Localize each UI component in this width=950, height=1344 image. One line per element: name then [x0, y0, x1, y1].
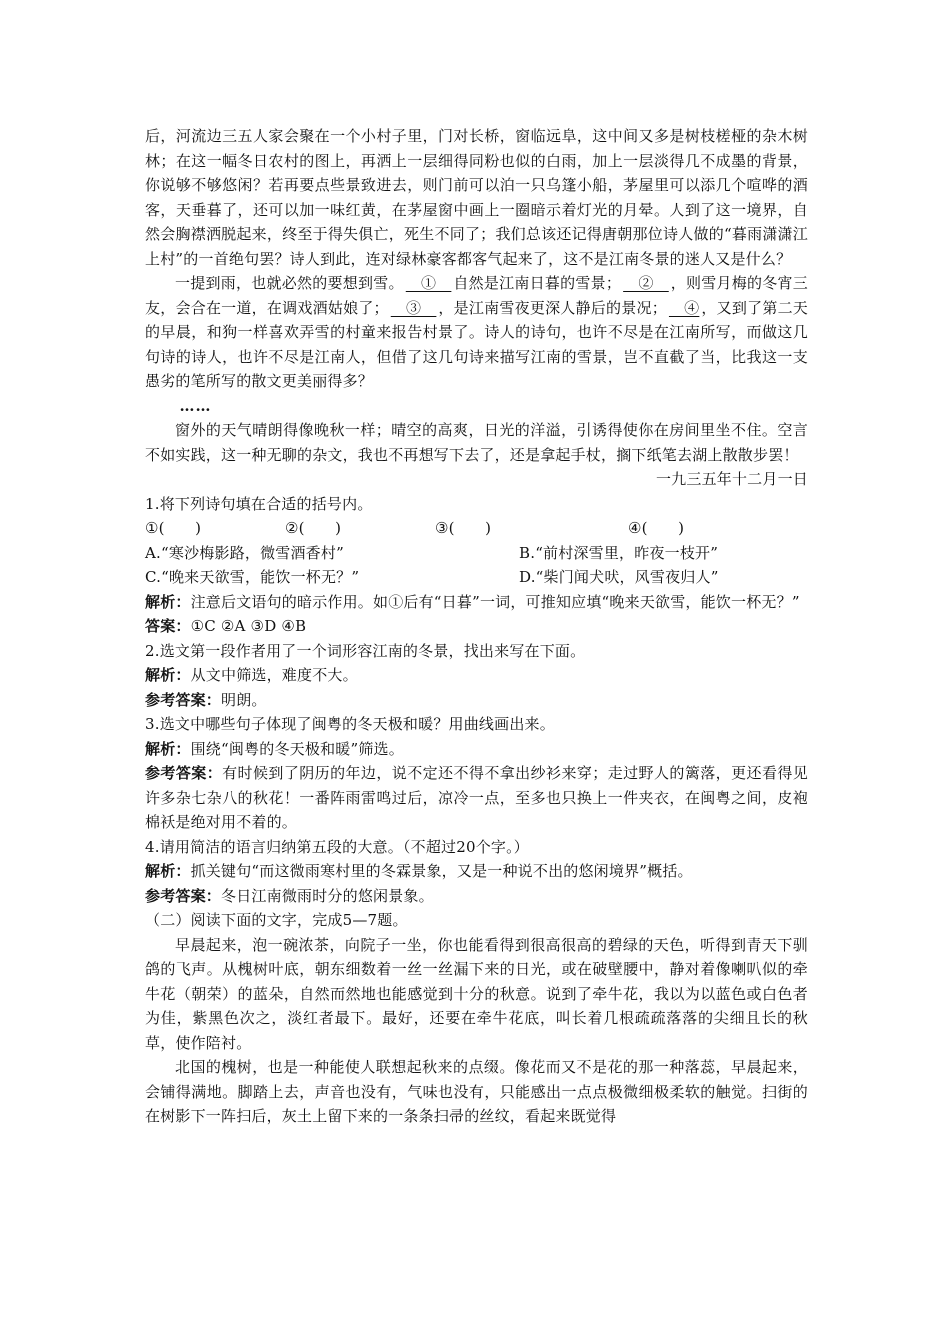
- option-c: C.“晚来天欲雪，能饮一杯无？”: [145, 568, 360, 586]
- blank-3: ③: [390, 298, 437, 317]
- slot-2: ②( ): [285, 519, 342, 537]
- passage-paragraph: 后，河流边三五人家会聚在一个小村子里，门对长桥，窗临远阜，这中间又多是树枝槎桠的杂木树林；在这一幅冬日农村的图上，再洒上一层细得同粉也似的白雨，加上一层淡得几不成墨的背景，你说够不够悠闲？若再要点些景致进去，则门前可以泊一只乌篷小船，茅屋里可以添几个喧哗的酒客，天垂暮了，还可以加一味红黄，在茅屋窗中画上一圈暗示着灯光的月晕。人到了这一境界，自然会胸襟洒脱起来，终至于得失俱亡，死生不同了；我们总该还记得唐朝那位诗人做的“暮雨潇潇江上村”的一首绝句罢？诗人到此，连对绿林豪客都客气起来了，这不是江南冬景的迷人又是什么？: [145, 127, 808, 268]
- question-1-analysis: 解析：注意后文语句的暗示作用。如①后有“日暮”一词，可推知应填“晚来天欲雪，能饮一杯无？”: [145, 592, 800, 611]
- question-4-analysis: 解析：抓关键句“而这微雨寒村里的冬霖景象，又是一种说不出的悠闲境界”概括。: [145, 862, 693, 880]
- question-1-answer: 答案：①C ②A ③D ④B: [145, 617, 307, 635]
- question-3-answer: 参考答案：有时候到了阴历的年边，说不定还不得不拿出纱衫来穿；走过野人的篱落，更还看得见许多杂七杂八的秋花！一番阵雨雷鸣过后，凉冷一点，至多也只换上一件夹衣，在闽粤之间，皮袍棉袄是绝对用不着的。: [145, 764, 808, 831]
- document-content: [145, 124, 808, 1129]
- slot-1: ①( ): [145, 519, 202, 537]
- question-1-options-ab: [145, 541, 808, 566]
- blank-2: ②: [623, 274, 669, 292]
- passage-paragraph-rain-snow: 一提到雨，也就必然的要想到雪。 ① 自然是江南日暮的雪景； ② ，则雪月梅的冬宵三友，会合在一道，在调戏酒姑娘了； ③ ，是江南雪夜更深人静后的景况； ④ ，又到了第二天的早晨，和狗一样喜欢弄雪的村童来报告村景了。诗人的诗句，也许不尽是在江南所写，而做这几句诗的诗人，也许不尽是江南人，但借了这几句诗来描写江南的雪景，岂不直截了当，比我这一支愚劣的笔所写的散文更美丽得多？: [145, 271, 808, 394]
- option-b: B.“前村深雪里，昨夜一枝开”: [519, 543, 719, 562]
- passage-date: 一九三五年十二月一日: [655, 470, 808, 488]
- ellipsis: ……: [179, 396, 212, 415]
- question-4-title: 4.请用简洁的语言归纳第五段的大意。（不超过20个字。）: [145, 837, 530, 856]
- question-4-answer: 参考答案：冬日江南微雨时分的悠闲景象。: [145, 886, 434, 905]
- passage-paragraph-window: 窗外的天气晴朗得像晚秋一样；晴空的高爽，日光的洋溢，引诱得使你在房间里坐不住。空言不如实践，这一种无聊的杂文，我也不再想写下去了，还是拿起手杖，搁下纸笔去湖上散散步罢！: [145, 421, 808, 464]
- question-1-title: 1.将下列诗句填在合适的括号内。: [145, 494, 373, 513]
- section-2-paragraph-1: 早晨起来，泡一碗浓茶，向院子一坐，你也能看得到很高很高的碧绿的天色，听得到青天下驯鸽的飞声。从槐树叶底，朝东细数着一丝一丝漏下来的日光，或在破壁腰中，静对着像喇叭似的牵牛花（朝荣）的蓝朵，自然而然地也能感觉到十分的秋意。说到了牵牛花，我以为以蓝色或白色者为佳，紫黑色次之，淡红者最下。最好，还要在牵牛花底，叫长着几根疏疏落落的尖细且长的秋草，使作陪衬。: [145, 935, 808, 1052]
- question-1-slots: [145, 516, 808, 541]
- question-2-analysis: 解析：从文中筛选，难度不大。: [145, 666, 358, 684]
- section-2-paragraph-2: 北国的槐树，也是一种能使人联想起秋来的点缀。像花而又不是花的那一种落蕊，早晨起来，会铺得满地。脚踏上去，声音也没有，气味也没有，只能感出一点点极微细极柔软的触觉。扫街的在树影下一阵扫后，灰土上留下来的一条条扫帚的丝纹，看起来既觉得: [145, 1058, 808, 1125]
- slot-4: ④( ): [628, 519, 685, 537]
- slot-3: ③( ): [435, 519, 492, 537]
- option-a: A.“寒沙梅影路，微雪酒香村”: [145, 543, 344, 562]
- question-2-answer: 参考答案：明朗。: [145, 690, 267, 709]
- question-3-title: 3.选文中哪些句子体现了闽粤的冬天极和暖？用曲线画出来。: [145, 715, 555, 733]
- blank-1: ①: [405, 274, 452, 292]
- question-2-title: 2.选文第一段作者用了一个词形容江南的冬景，找出来写在下面。: [145, 641, 586, 660]
- option-d: D.“柴门闻犬吠，风雪夜归人”: [519, 568, 719, 586]
- question-3-analysis: 解析：围绕“闽粤的冬天极和暖”筛选。: [145, 739, 404, 758]
- blank-4: ④: [668, 298, 700, 317]
- section-2-heading: （二）阅读下面的文字，完成5—7题。: [145, 911, 408, 929]
- question-1-options-cd: [145, 565, 808, 590]
